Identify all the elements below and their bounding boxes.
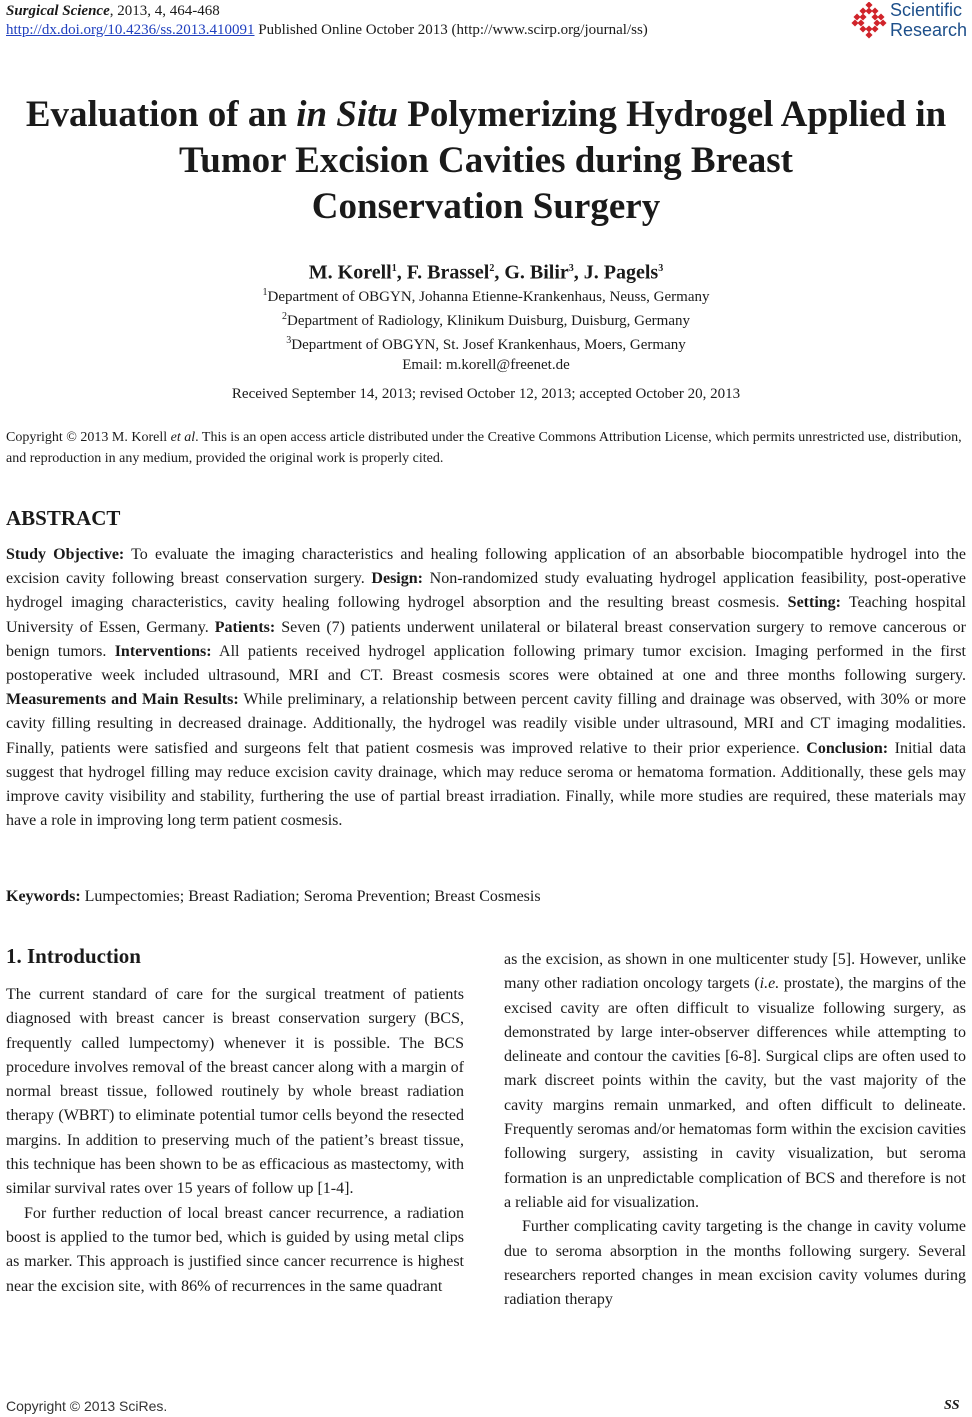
journal-citation [6,2,806,21]
conclusion-text: Initial data suggest that hydrogel filling may reduce excision cavity drainage, which may reduce seroma or hematoma formation. Additionally, these gels may improve cavity visibility and stability, furthering the use of partial breast irradiation. Finally, while more studies are required, these materials may have a role in improving long term patient cosmesis. [6,739,967,830]
interventions-label: Interventions: [114,642,212,660]
author-list [0,257,972,285]
keywords-text: Lumpectomies; Breast Radiation; Seroma Prevention; Breast Cosmesis [80,888,541,905]
paper-title [0,92,972,230]
title-part1: Evaluation of an [25,94,297,135]
objective-label: Study Objective: [6,546,125,563]
column-left [6,983,464,1299]
copyright-post: . This is an open access article distributed under the Creative Commons Attribution License, which permits unrestricted use, distribution, and reproduction in any medium, provided the original work is properly cited. [6,430,962,466]
journal-volume: , 2013, 4, 464-468 [109,3,220,19]
affiliation-3 [0,331,972,355]
author-2-sup: 2 [489,263,495,274]
intro-paragraph-3 [504,948,966,1215]
author-1: M. Korell [308,261,392,284]
logo-dot [859,13,866,20]
affiliation-2 [0,307,972,331]
logo-line2: Research [890,20,968,40]
intro-paragraph-1: The current standard of care for the surgical treatment of patients diagnosed with breast cancer is breast conservation surgery (BCS, frequently called lumpectomy) whenever it is possible. The BCS procedure involves removal of the breast cancer along with a margin of normal breast tissue, followed routinely by whole breast radiation therapy (WBRT) to eliminate potential tumor cells beyond the resected margins. In addition to preserving much of the patient’s breast tissue, this technique has been shown to be as efficacious as mastectomy, with similar survival rates over 15 years of follow up [1-4]. [6,986,464,1198]
abstract-body [6,543,966,833]
title-line1 [0,92,972,138]
author-2: , F. Brassel [396,261,490,284]
author-4-sup: 3 [658,263,664,274]
patients-text: Seven (7) patients underwent unilateral or bilateral breast conservation surgery to remove cancerous or benign tumors. [6,618,966,660]
received-dates: Received September 14, 2013; revised October 12, 2013; accepted October 20, 2013 [231,386,741,402]
setting-text: Teaching hospital University of Essen, Germany. [6,594,966,636]
publisher-logo [850,0,970,44]
section-heading-introduction: 1. Introduction [6,944,141,968]
author-3-sup: 3 [568,263,574,274]
footer-journal-abbrev: SS [944,1398,960,1413]
objective-text: To evaluate the imaging characteristics and healing following application of an absorbable biocompatible hydrogel into the excision cavity following breast conservation surgery. [6,546,966,588]
footer-copyright: Copyright © 2013 SciRes. [6,1398,168,1414]
author-3: , G. Bilir [494,261,569,284]
affiliation-3-text: Department of OBGYN, St. Josef Krankenhaus, Moers, Germany [291,337,686,353]
journal-name: Surgical Science [6,3,110,19]
title-part2: Polymerizing Hydrogel Applied in [398,94,947,135]
interventions-text: All patients received hydrogel application following primary tumor excision. Imaging performed in the first postoperative week included ultrasound, MRI and CT. Breast cosmesis scores were obtained at one and three months following surgery. [6,642,966,685]
title-line3: Conservation Surgery [311,186,661,227]
p3-ie: i.e. [759,975,780,993]
intro-paragraph-4: Further complicating cavity targeting is the change in cavity volume due to seroma absorption in the months following surgery. Several researchers reported changes in mean excision cavity volumes during radiation therapy [504,1218,966,1309]
logo-dot [865,31,872,38]
affiliation-3-sup: 3 [286,335,292,346]
logo-dot [877,13,884,20]
logo-text [890,0,967,40]
design-text: Non-randomized study evaluating hydrogel application feasibility, post-operative hydrogel imaging characteristics, cavity healing following hydrogel absorption and the resulting breast cosmesis. [6,570,966,612]
logo-dot [857,19,864,26]
design-label: Design: [371,570,423,588]
copyright-pre: Copyright © 2013 M. Korell [6,430,171,445]
setting-label: Setting: [787,594,841,612]
title-line2: Tumor Excision Cavities during Breast [178,140,793,181]
keywords [6,888,966,906]
abstract-heading: ABSTRACT [6,506,121,530]
affiliation-2-text: Department of Radiology, Klinikum Duisburg, Duisburg, Germany [286,313,690,329]
affiliation-1-sup: 1 [262,287,268,298]
patients-label: Patients: [214,618,276,636]
copyright-notice [6,427,968,469]
affiliation-1 [0,283,972,307]
affiliation-2-sup: 2 [281,311,287,322]
copyright-etal: et al [170,430,196,445]
logo-dot [871,25,878,32]
results-label: Measurements and Main Results: [6,691,239,709]
column-right [504,948,966,1312]
p3-part-b: prostate), the margins of the excised cavity are often difficult to visualize following surgery, as demonstrated by large inter-observer differences while attempting to delineate and contour the cavities [6-8]. Surgical clips are often used to mark discreet points within the cavity, but the vast majority of the cavity margins remain unmarked, and often difficult to delineate. Frequently seromas and/or hematomas form within the excision cavities following surgery, assisting in cavity visualization, but seroma formation is an unpredictable complication of BCS and therefore is not a reliable aid for visualization. [504,975,966,1211]
p3-part-a: as the excision, as shown in one multicenter study [5]. However, unlike many other radiation oncology targets ( [504,951,966,993]
affiliations [0,283,972,375]
keywords-label: Keywords: [6,888,81,905]
running-header [6,2,806,40]
email: Email: m.korell@freenet.de [402,357,570,373]
doi-line [6,21,806,40]
results-text: While preliminary, a relationship between percent cavity filling and drainage was observed, with 30% or more cavity filling resulting in decreased drainage. Additionally, the hydrogel was readily visible under ultrasound, MRI and CT imaging modalities. Finally, patients were satisfied and surgeons felt that patient cosmesis was improved relative to their prior experience. [6,691,966,757]
logo-mark-icon [850,2,888,40]
published-online: Published Online October 2013 (http://www.scirp.org/journal/ss) [254,22,648,38]
intro-paragraph-2: For further reduction of local breast cancer recurrence, a radiation boost is applied to the tumor bed, which is guided by using metal clips as marker. This approach is justified since cancer recurrence is highest near the excision site, with 86% of recurrences in the same quadrant [6,1204,464,1295]
affiliation-1-text: Department of OBGYN, Johanna Etienne-Krankenhaus, Neuss, Germany [267,289,710,305]
author-1-sup: 1 [391,263,397,274]
conclusion-label: Conclusion: [806,739,889,757]
author-4: , J. Pagels [573,261,659,284]
logo-line1: Scientific [890,0,963,20]
title-italic: in Situ [296,94,399,135]
logo-dot [879,19,886,26]
doi-link[interactable]: http://dx.doi.org/10.4236/ss.2013.410091 [6,22,255,38]
